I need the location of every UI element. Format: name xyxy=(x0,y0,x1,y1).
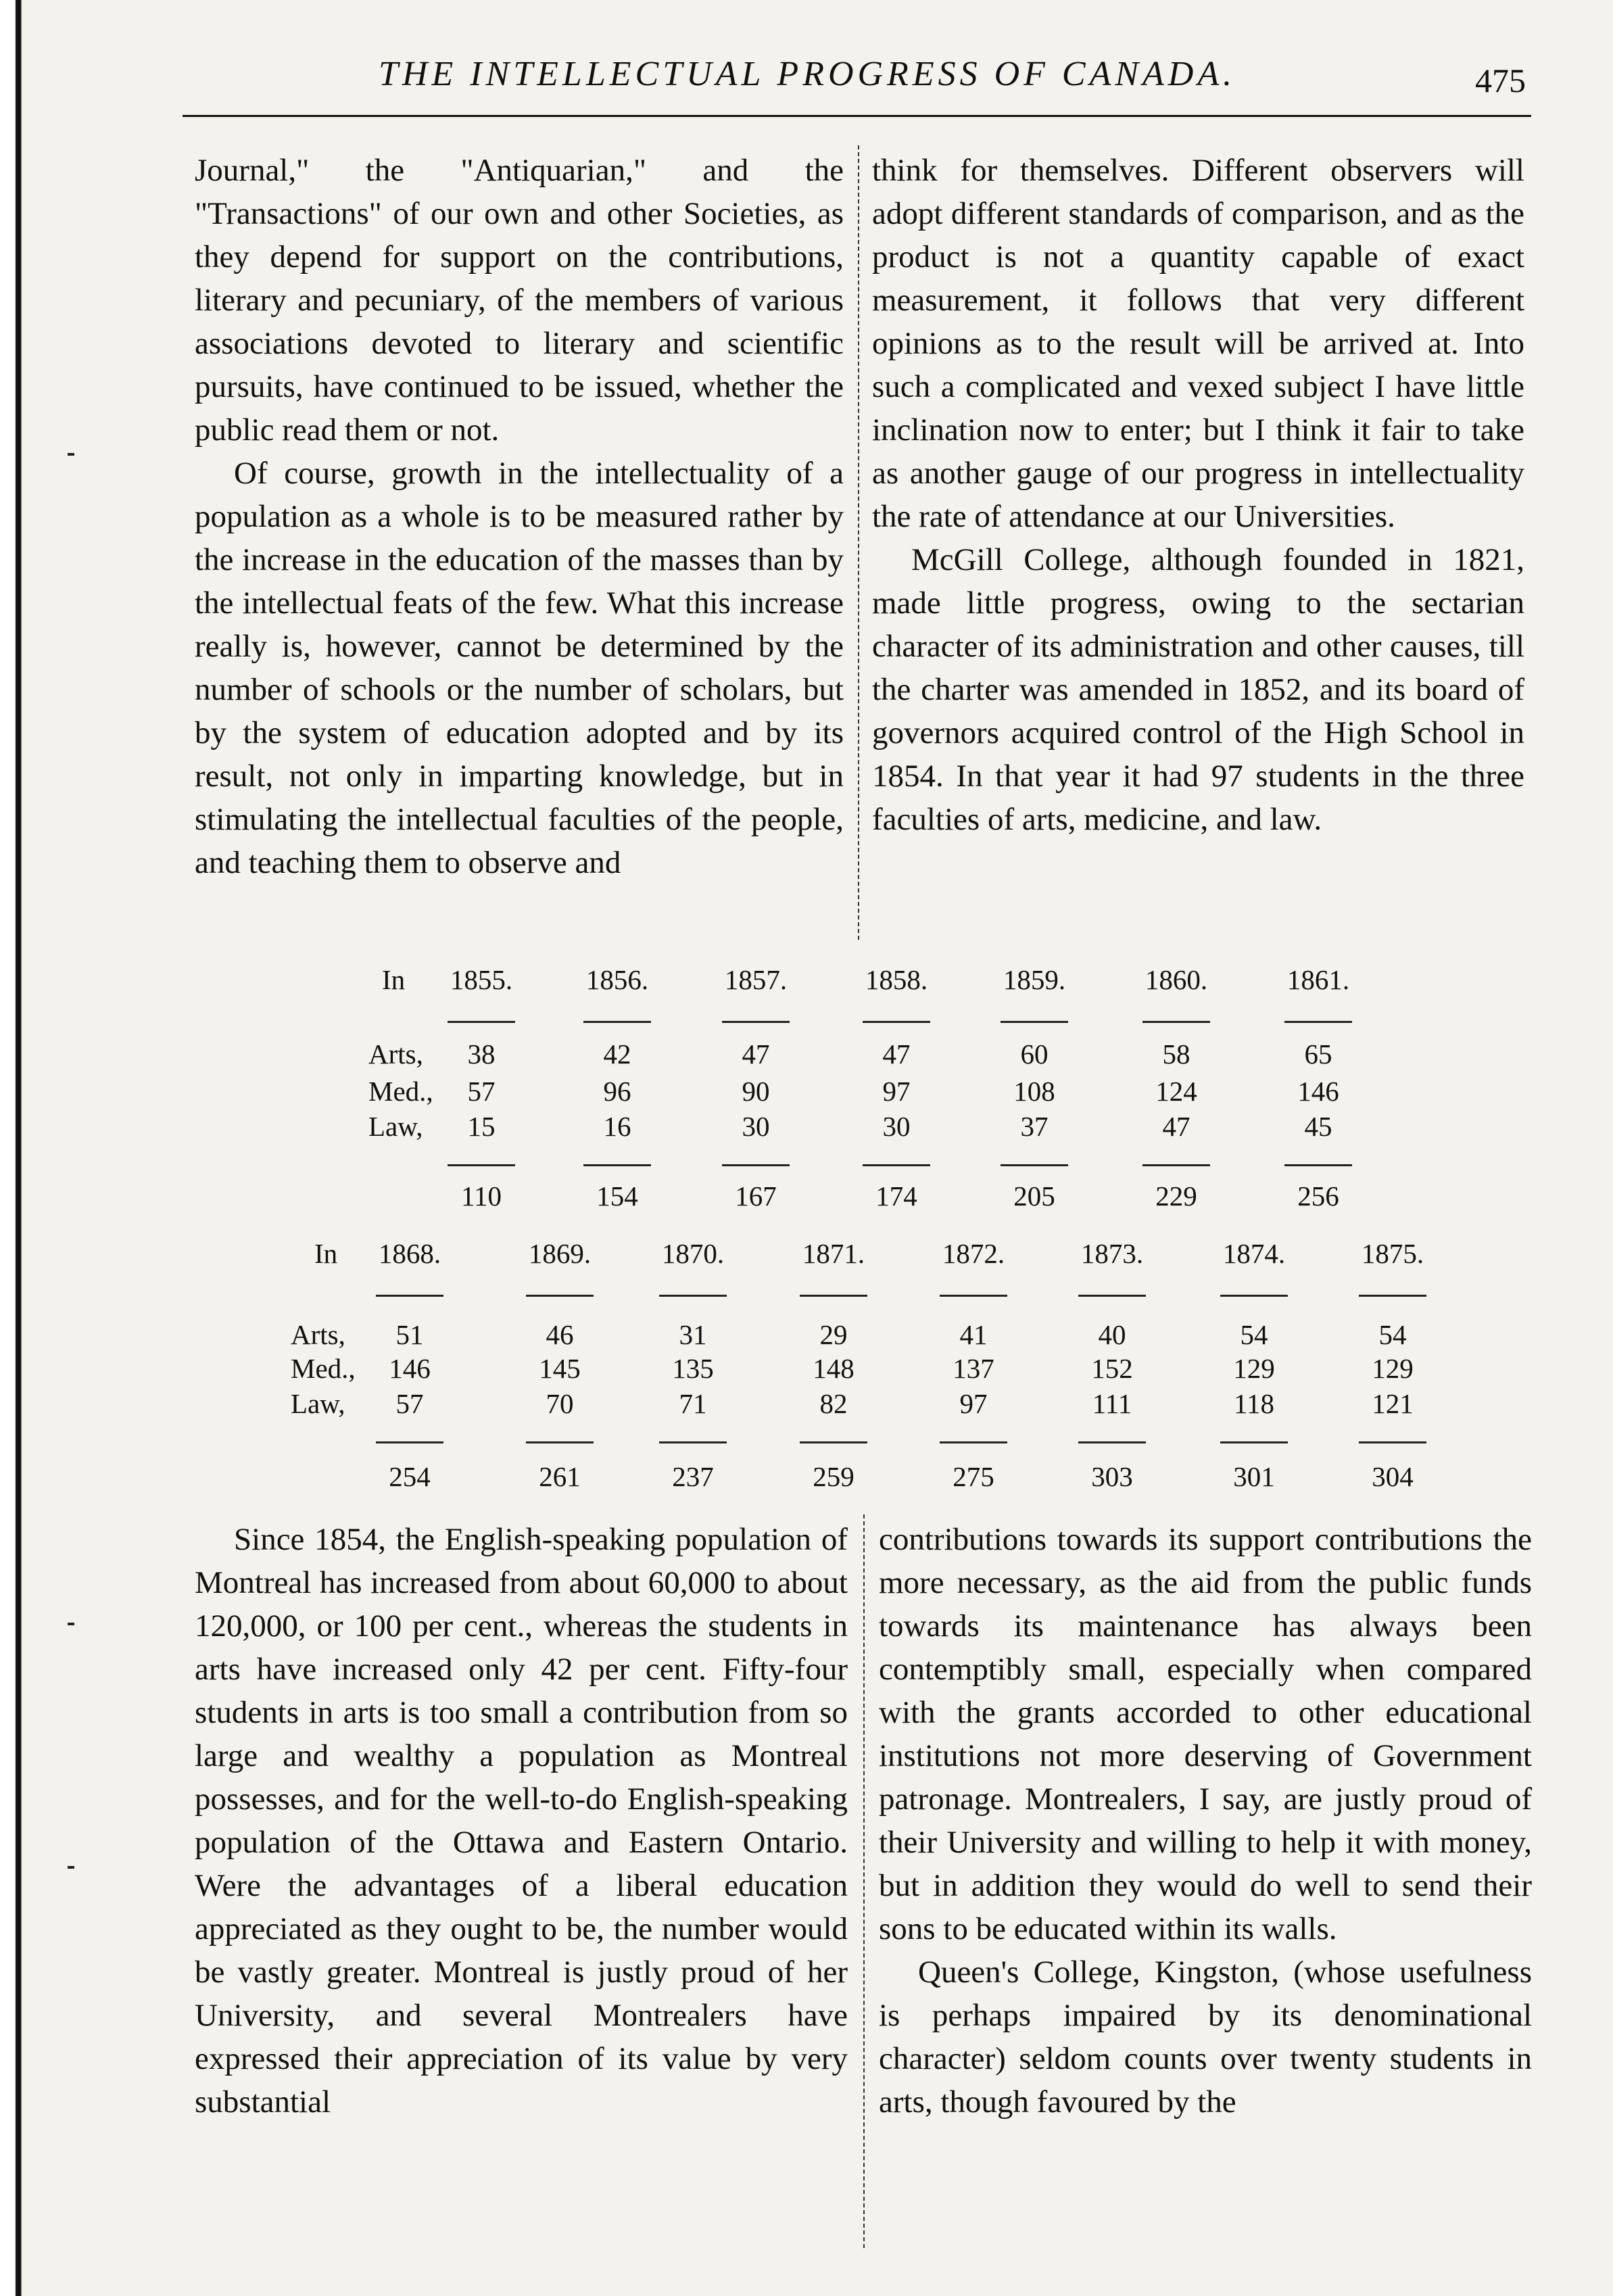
paragraph: Since 1854, the English-speaking population of Montreal has increased from about 60,000 to about 120,000, or 100 per cent., whereas the students in arts have increased only 42 per cent. Fifty-four students in arts is too small a contribution from so large and wealthy a population as Montreal possesses, and for the well-to-do English-speaking population of the Ottawa and Eastern Ontario. Were the advantages of a liberal education appreciated as they ought to be, the number would be vastly greater. Montreal is justly proud of her University, and several Montrealers have expressed their appreciation of its value by very substantial xyxy=(195,1522,848,2120)
table-cell: 96 xyxy=(603,1076,631,1107)
table-rule xyxy=(1220,1441,1288,1443)
table-rule xyxy=(863,1021,930,1023)
table-cell: 57 xyxy=(395,1388,424,1419)
table-cell: 37 xyxy=(1020,1111,1049,1142)
table-cell: 60 xyxy=(1020,1038,1049,1070)
table-cell: 70 xyxy=(546,1388,574,1419)
table-total: 154 xyxy=(596,1180,638,1212)
table-rule xyxy=(1142,1021,1210,1023)
table-rule xyxy=(448,1164,515,1166)
table-cell: 31 xyxy=(679,1319,707,1350)
table-rule xyxy=(583,1164,651,1166)
table-cell: 40 xyxy=(1098,1319,1126,1350)
table-cell: 41 xyxy=(959,1319,988,1350)
table-cell: 29 xyxy=(819,1319,848,1350)
table-year-header: 1871. xyxy=(802,1238,865,1269)
table-cell: 121 xyxy=(1372,1388,1414,1419)
table-rule xyxy=(940,1295,1007,1297)
table-rule xyxy=(659,1441,727,1443)
table-cell: 65 xyxy=(1304,1038,1332,1070)
table-cell: 30 xyxy=(742,1111,770,1142)
table-year-header: 1855. xyxy=(450,964,513,995)
table-rule xyxy=(1284,1021,1352,1023)
table-cell: 146 xyxy=(389,1353,431,1384)
table-cell: 148 xyxy=(813,1353,854,1384)
table-cell: 135 xyxy=(672,1353,714,1384)
paragraph: contributions towards its support contributions the more necessary, as the aid from the public funds towards its maintenance has always been contemptibly small, especially when compared with the grants accorded to other educational institutions not more deserving of Government patronage. Montrealers, I say, are justly proud of their University and willing to help it with money, but in addition they would do well to send their sons to be educated within its walls. xyxy=(879,1522,1532,1946)
table-cell: 97 xyxy=(959,1388,988,1419)
table-rule xyxy=(1359,1441,1426,1443)
table-cell: 90 xyxy=(742,1076,770,1107)
table-rule xyxy=(1078,1295,1146,1297)
table-cell: 145 xyxy=(539,1353,581,1384)
table-year-header: 1872. xyxy=(942,1238,1005,1269)
table-year-header: 1869. xyxy=(528,1238,592,1269)
table-rule xyxy=(1284,1164,1352,1166)
table-cell: 54 xyxy=(1378,1319,1407,1350)
table-total: 259 xyxy=(813,1461,854,1492)
table-cell: 152 xyxy=(1091,1353,1133,1384)
table-row-label: Med., xyxy=(368,1076,433,1107)
table-year-header: 1861. xyxy=(1286,964,1350,995)
paragraph: think for themselves. Different observers will adopt different standards of comparison, and as the product is not a quantity capable of exact measurement, it follows that very different opinions as to the result will be arrived at. Into such a complicated and vexed subject I have little inclination now to enter; but I think it fair to take as another gauge of our progress in intellectuality the rate of attendance at our Universities. xyxy=(872,153,1524,534)
table-cell: 97 xyxy=(882,1076,911,1107)
table-cell: 137 xyxy=(953,1353,994,1384)
table-total: 205 xyxy=(1013,1180,1055,1212)
table-cell: 57 xyxy=(467,1076,496,1107)
paragraph: Queen's College, Kingston, (whose usefulness is perhaps impaired by its denominational character) seldom counts over twenty students in arts, though favoured by the xyxy=(879,1955,1532,2120)
table-rule xyxy=(722,1021,790,1023)
table-cell: 146 xyxy=(1297,1076,1339,1107)
table-year-header: 1857. xyxy=(724,964,788,995)
table-cell: 38 xyxy=(467,1038,496,1070)
table-total: 303 xyxy=(1091,1461,1133,1492)
table-total: 275 xyxy=(953,1461,994,1492)
table-total: 167 xyxy=(735,1180,777,1212)
table-year-header: 1859. xyxy=(1003,964,1066,995)
table-cell: 46 xyxy=(546,1319,574,1350)
table-rule xyxy=(1001,1021,1068,1023)
table-year-header: 1874. xyxy=(1222,1238,1286,1269)
paragraph: Of course, growth in the intellectuality of a population as a whole is to be measured rather by the increase in the education of the masses than by the intellectual feats of the few. What this increase really is, however, cannot be determined by the number of schools or the number of scholars, but by the system of education adopted and by its result, not only in imparting knowledge, but in stimulating the intellectual faculties of the people, and teaching them to observe and xyxy=(195,456,844,880)
table-total: 110 xyxy=(461,1180,502,1212)
table-rule xyxy=(583,1021,651,1023)
table-cell: 30 xyxy=(882,1111,911,1142)
table-cell: 42 xyxy=(603,1038,631,1070)
table-total: 301 xyxy=(1233,1461,1275,1492)
table-rule xyxy=(376,1441,443,1443)
scan-mark xyxy=(68,453,74,456)
column-bottom-left xyxy=(195,1518,848,2124)
table-cell: 16 xyxy=(603,1111,631,1142)
table-cell: 71 xyxy=(679,1388,707,1419)
paragraph: McGill College, although founded in 1821, made little progress, owing to the sectarian character of its administration and other causes, till the charter was amended in 1852, and its board of governors acquired control of the High School in 1854. In that year it had 97 students in the three faculties of arts, medicine, and law. xyxy=(872,542,1524,837)
table-cell: 58 xyxy=(1162,1038,1190,1070)
column-top-left xyxy=(195,149,844,884)
table-year-header: 1856. xyxy=(585,964,649,995)
table-year-header: 1875. xyxy=(1361,1238,1424,1269)
table-year-header: 1860. xyxy=(1145,964,1208,995)
table-year-header: 1873. xyxy=(1080,1238,1144,1269)
table-rule xyxy=(722,1164,790,1166)
table-rule xyxy=(1078,1441,1146,1443)
table-year-header: 1870. xyxy=(661,1238,725,1269)
table-total: 254 xyxy=(389,1461,431,1492)
table-rule xyxy=(1220,1295,1288,1297)
paragraph: Journal," the "Antiquarian," and the "Transactions" of our own and other Societies, as they depend for support on the contributions, literary and pecuniary, of the members of various associations devoted to literary and scientific pursuits, have continued to be issued, whether the public read them or not. xyxy=(195,153,844,448)
table-rule xyxy=(448,1021,515,1023)
column-top-right xyxy=(872,149,1524,841)
table-year-header: 1868. xyxy=(378,1238,441,1269)
table-rule xyxy=(376,1295,443,1297)
table-rule xyxy=(1001,1164,1068,1166)
table-total: 174 xyxy=(875,1180,917,1212)
table-cell: 51 xyxy=(395,1319,424,1350)
table-total: 229 xyxy=(1155,1180,1197,1212)
table-rule xyxy=(526,1441,594,1443)
page-header xyxy=(183,47,1531,117)
scan-mark xyxy=(68,1866,74,1869)
column-bottom-right xyxy=(879,1518,1532,2124)
table-total: 256 xyxy=(1297,1180,1339,1212)
scan-mark xyxy=(68,1623,74,1625)
table-row-label: Law, xyxy=(368,1111,423,1142)
table-rule xyxy=(800,1441,867,1443)
table-cell: 47 xyxy=(742,1038,770,1070)
table-cell: 124 xyxy=(1155,1076,1197,1107)
table-rule xyxy=(863,1164,930,1166)
table-row-label: Law, xyxy=(291,1388,345,1419)
table-cell: 118 xyxy=(1234,1388,1274,1419)
table-cell: 111 xyxy=(1092,1388,1132,1419)
scan-binding-edge xyxy=(0,0,61,2296)
table-year-header: 1858. xyxy=(865,964,928,995)
running-head: THE INTELLECTUAL PROGRESS OF CANADA. xyxy=(379,55,1236,93)
table-lead: In xyxy=(314,1238,338,1269)
table-rule xyxy=(800,1295,867,1297)
table-cell: 47 xyxy=(882,1038,911,1070)
table-cell: 45 xyxy=(1304,1111,1332,1142)
table-row-label: Arts, xyxy=(291,1319,345,1350)
column-divider xyxy=(863,1514,865,2248)
table-cell: 129 xyxy=(1372,1353,1414,1384)
table-cell: 108 xyxy=(1013,1076,1055,1107)
table-rule xyxy=(526,1295,594,1297)
table-total: 237 xyxy=(672,1461,714,1492)
table-cell: 15 xyxy=(467,1111,496,1142)
table-cell: 82 xyxy=(819,1388,848,1419)
table-rule xyxy=(659,1295,727,1297)
column-divider xyxy=(858,145,859,940)
table-cell: 47 xyxy=(1162,1111,1190,1142)
table-rule xyxy=(1142,1164,1210,1166)
table-cell: 129 xyxy=(1233,1353,1275,1384)
table-cell: 54 xyxy=(1240,1319,1268,1350)
table-rule xyxy=(940,1441,1007,1443)
page-number: 475 xyxy=(1475,62,1526,99)
table-total: 261 xyxy=(539,1461,581,1492)
table-rule xyxy=(1359,1295,1426,1297)
table-total: 304 xyxy=(1372,1461,1414,1492)
table-row-label: Arts, xyxy=(368,1038,423,1070)
table-row-label: Med., xyxy=(291,1353,356,1384)
table-lead: In xyxy=(382,964,406,995)
